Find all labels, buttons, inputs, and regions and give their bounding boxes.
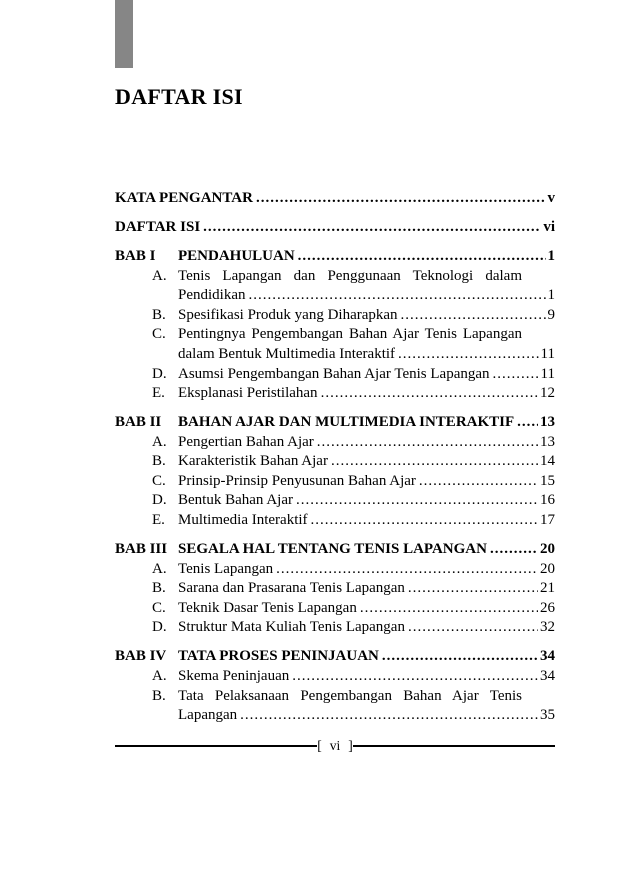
toc-item — [152, 687, 555, 726]
toc-front-matter-entry — [115, 189, 555, 209]
toc-entry-page: 17 — [540, 512, 555, 529]
toc-item — [152, 579, 555, 599]
toc-item-lastline — [178, 384, 555, 404]
toc-item-letter: B. — [152, 580, 166, 597]
toc-item-letter: E. — [152, 385, 165, 402]
toc-item-text: Karakteristik Bahan Ajar — [178, 453, 328, 470]
dot-leader — [314, 433, 538, 453]
dot-leader — [308, 511, 538, 531]
toc-item — [152, 433, 555, 453]
toc-item-lastline — [178, 433, 555, 453]
toc-item-body — [178, 491, 555, 511]
toc-item-letter: C. — [152, 326, 166, 343]
chapter-number: BAB IV — [115, 648, 167, 665]
dot-leader — [395, 345, 539, 365]
toc-item-text: Pendidikan — [178, 287, 246, 304]
toc-item-text: Struktur Mata Kuliah Tenis Lapangan — [178, 619, 405, 636]
toc-item-text: Tata Pelaksanaan Pengembangan Bahan Ajar Tenis — [178, 687, 522, 704]
toc-item-lastline — [178, 345, 555, 365]
toc-item-text: Lapangan — [178, 707, 238, 724]
toc-item-lastline — [178, 286, 555, 306]
toc-entry-page: 13 — [540, 414, 555, 431]
toc-entry-page: 11 — [540, 365, 555, 382]
toc-item-text: Prinsip-Prinsip Penyusunan Bahan Ajar — [178, 472, 416, 489]
toc-item — [152, 560, 555, 580]
dot-leader — [379, 647, 538, 667]
toc-item-lastline — [178, 306, 555, 326]
dot-leader — [237, 706, 538, 726]
toc-entry-page: v — [547, 190, 555, 206]
footer-rule-left — [115, 745, 317, 746]
toc-chapter-heading — [115, 540, 555, 560]
toc-item-text: Pentingnya Pengembangan Bahan Ajar Tenis Lapangan — [178, 326, 522, 343]
dot-leader — [293, 491, 538, 511]
toc-item-body — [178, 384, 555, 404]
toc-item-text: Teknik Dasar Tenis Lapangan — [178, 599, 357, 616]
toc-entry-label: KATA PENGANTAR — [115, 190, 253, 206]
toc-item-letter: E. — [152, 512, 165, 529]
toc-item-body — [178, 618, 555, 638]
toc-item-text: dalam Bentuk Multimedia Interaktif — [178, 345, 396, 362]
toc-entry-page: 20 — [540, 560, 555, 577]
dot-leader — [398, 306, 546, 326]
toc-entry-page: 15 — [540, 472, 555, 489]
toc-item-body — [178, 452, 555, 472]
toc-entry-page: 12 — [540, 385, 555, 402]
dot-leader — [253, 189, 546, 209]
toc-item-lastline — [178, 560, 555, 580]
toc-entry-page: 1 — [547, 287, 555, 304]
dot-leader — [200, 218, 541, 238]
dot-leader — [318, 384, 538, 404]
toc-item-text: Spesifikasi Produk yang Diharapkan — [178, 306, 398, 323]
toc-item-letter: A. — [152, 433, 167, 450]
toc-item — [152, 472, 555, 492]
toc-item-letter: B. — [152, 306, 166, 323]
toc-item-lastline — [178, 618, 555, 638]
toc-item — [152, 325, 555, 364]
toc-item — [152, 667, 555, 687]
footer-close-bracket: ] — [348, 738, 353, 753]
toc-entry-page: 9 — [547, 306, 555, 323]
page-title: DAFTAR ISI — [115, 84, 243, 109]
toc-item-body — [178, 687, 555, 726]
toc-item-lastline — [178, 599, 555, 619]
table-of-contents — [115, 189, 555, 726]
toc-item-letter: A. — [152, 560, 167, 577]
toc-item-lastline — [178, 706, 555, 726]
dot-leader — [490, 365, 539, 385]
toc-entry-page: 14 — [540, 453, 555, 470]
toc-item-text: Tenis Lapangan dan Penggunaan Teknologi dalam — [178, 267, 522, 284]
toc-item-lastline — [178, 579, 555, 599]
chapter-number: BAB II — [115, 414, 162, 431]
toc-item-text: Skema Peninjauan — [178, 668, 290, 685]
toc-item-letter: B. — [152, 687, 166, 704]
toc-item-lastline — [178, 511, 555, 531]
toc-entry-page: 21 — [540, 580, 555, 597]
dot-leader — [405, 579, 538, 599]
toc-chapter-heading — [115, 647, 555, 667]
footer-rule-right — [353, 745, 555, 746]
toc-item-body — [178, 325, 555, 364]
dot-leader — [328, 452, 538, 472]
toc-item-letter: A. — [152, 267, 167, 284]
toc-item — [152, 491, 555, 511]
toc-item-body — [178, 560, 555, 580]
toc-item — [152, 365, 555, 385]
toc-item-text: Bentuk Bahan Ajar — [178, 492, 293, 509]
toc-entry-page: 20 — [540, 541, 555, 558]
toc-item-body — [178, 433, 555, 453]
toc-entry-page: 1 — [547, 247, 555, 264]
chapter-title: SEGALA HAL TENTANG TENIS LAPANGAN — [178, 541, 487, 558]
toc-item — [152, 452, 555, 472]
toc-entry-page: 34 — [540, 648, 555, 665]
toc-entry-page: 26 — [540, 599, 555, 616]
toc-item — [152, 384, 555, 404]
toc-item-body — [178, 472, 555, 492]
footer-page-number: vi — [329, 738, 341, 753]
dot-leader — [295, 247, 546, 267]
toc-item-letter: C. — [152, 472, 166, 489]
dot-leader — [405, 618, 538, 638]
toc-entry-page: vi — [543, 218, 555, 235]
toc-item-letter: D. — [152, 619, 167, 636]
toc-item-text: Multimedia Interaktif — [178, 512, 308, 529]
page-footer — [115, 738, 555, 754]
dot-leader — [487, 540, 538, 560]
toc-item-text: Eksplanasi Peristilahan — [178, 385, 318, 402]
toc-item — [152, 306, 555, 326]
toc-item-letter: D. — [152, 492, 167, 509]
toc-item-letter: C. — [152, 599, 166, 616]
dot-leader — [289, 667, 538, 687]
toc-item-body — [178, 267, 555, 306]
toc-item-lastline — [178, 452, 555, 472]
toc-item-text: Asumsi Pengembangan Bahan Ajar Tenis Lapangan — [178, 365, 490, 382]
chapter-number: BAB III — [115, 541, 168, 558]
footer-open-bracket: [ — [317, 738, 322, 753]
toc-item-body — [178, 599, 555, 619]
toc-entry-page: 13 — [540, 433, 555, 450]
toc-entry-page: 34 — [540, 668, 555, 685]
chapter-title: TATA PROSES PENINJAUAN — [178, 648, 379, 665]
toc-entry-page: 11 — [540, 345, 555, 362]
toc-item-body — [178, 511, 555, 531]
chapter-number: BAB I — [115, 247, 156, 264]
toc-item-body — [178, 579, 555, 599]
toc-item — [152, 511, 555, 531]
toc-item — [152, 599, 555, 619]
toc-entry-page: 32 — [540, 619, 555, 636]
footer-page-indicator — [317, 738, 353, 754]
toc-item-text: Pengertian Bahan Ajar — [178, 433, 314, 450]
dot-leader — [246, 286, 546, 306]
toc-chapter-heading — [115, 247, 555, 267]
toc-item-lastline — [178, 472, 555, 492]
toc-item — [152, 267, 555, 306]
toc-item-text: Tenis Lapangan — [178, 560, 274, 577]
toc-item-body — [178, 365, 555, 385]
dot-leader — [416, 472, 538, 492]
toc-item-body — [178, 306, 555, 326]
dot-leader — [514, 413, 538, 433]
toc-entry-page: 16 — [540, 492, 555, 509]
toc-item — [152, 618, 555, 638]
toc-entry-page: 35 — [540, 707, 555, 724]
toc-item-body — [178, 667, 555, 687]
chapter-title: BAHAN AJAR DAN MULTIMEDIA INTERAKTIF — [178, 414, 515, 431]
toc-entry-label: DAFTAR ISI — [115, 218, 201, 235]
toc-item-text: Sarana dan Prasarana Tenis Lapangan — [178, 580, 405, 597]
dot-leader — [357, 599, 538, 619]
dot-leader — [273, 560, 538, 580]
toc-chapter-heading — [115, 413, 555, 433]
toc-front-matter-entry — [115, 218, 555, 238]
toc-item-letter: D. — [152, 365, 167, 382]
toc-item-letter: B. — [152, 453, 166, 470]
toc-item-lastline — [178, 667, 555, 687]
chapter-title: PENDAHULUAN — [178, 247, 295, 264]
toc-item-lastline — [178, 365, 555, 385]
toc-item-lastline — [178, 491, 555, 511]
corner-decoration-bar — [115, 0, 133, 68]
toc-item-letter: A. — [152, 668, 167, 685]
